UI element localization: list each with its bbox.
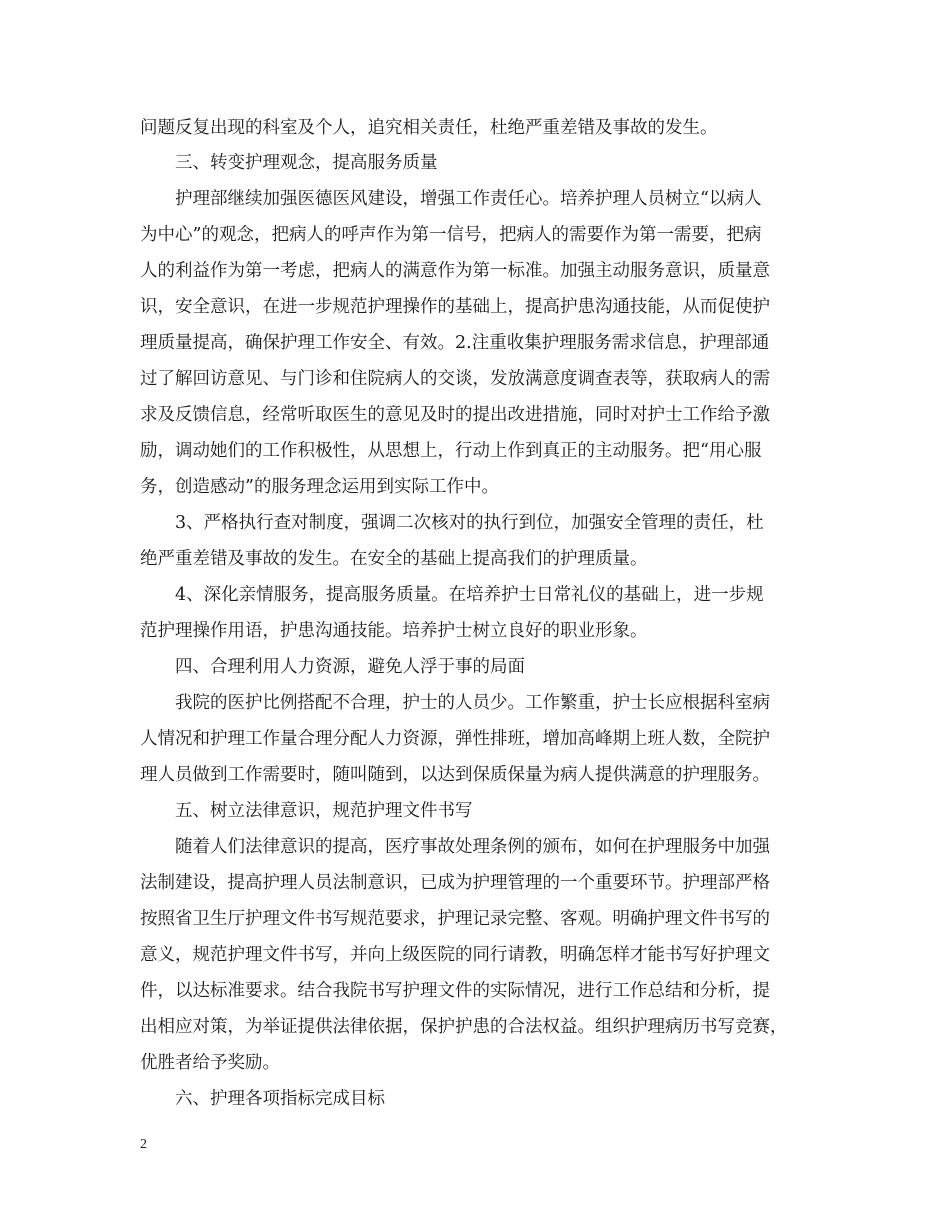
text-line: 范护理操作用语，护患沟通技能。培养护士树立良好的职业形象。 <box>140 621 648 641</box>
text-line: 励，调动她们的工作积极性，从思想上，行动上作到真正的主动服务。把“用心服 <box>140 441 762 461</box>
section-heading: 六、护理各项指标完成目标 <box>175 1089 385 1109</box>
text-line: 务，创造感动”的服务理念运用到实际工作中。 <box>140 477 499 497</box>
text-line: 法制建设，提高护理人员法制意识，已成为护理管理的一个重要环节。护理部严格 <box>140 873 770 893</box>
text-line: 绝严重差错及事故的发生。在安全的基础上提高我们的护理质量。 <box>140 549 648 569</box>
text-line: 3、严格执行查对制度，强调二次核对的执行到位，加强安全管理的责任，杜 <box>175 513 764 533</box>
page-number: 2 <box>140 1137 147 1152</box>
text-line: 人的利益作为第一考虑，把病人的满意作为第一标准。加强主动服务意识，质量意 <box>140 261 770 281</box>
text-line: 我院的医护比例搭配不合理，护士的人员少。工作繁重，护士长应根据科室病 <box>175 693 770 713</box>
text-line: 为中心”的观念，把病人的呼声作为第一信号，把病人的需要作为第一需要，把病 <box>140 225 762 245</box>
text-line: 意义，规范护理文件书写，并向上级医院的同行请教，明确怎样才能书写好护理文 <box>140 945 770 965</box>
section-heading: 三、转变护理观念，提高服务质量 <box>175 153 438 173</box>
text-line: 4、深化亲情服务，提高服务质量。在培养护士日常礼仪的基础上，进一步规 <box>175 585 764 605</box>
text-line: 优胜者给予奖励。 <box>140 1053 280 1073</box>
text-line: 理质量提高，确保护理工作安全、有效。2.注重收集护理服务需求信息，护理部通 <box>140 333 770 353</box>
text-line: 问题反复出现的科室及个人，追究相关责任，杜绝严重差错及事故的发生。 <box>140 118 718 138</box>
text-line: 护理部继续加强医德医风建设，增强工作责任心。培养护理人员树立“以病人 <box>175 189 762 209</box>
text-line: 按照省卫生厅护理文件书写规范要求，护理记录完整、客观。明确护理文件书写的 <box>140 909 770 929</box>
section-heading: 四、合理利用人力资源，避免人浮于事的局面 <box>175 657 525 677</box>
text-line: 件，以达标准要求。结合我院书写护理文件的实际情况，进行工作总结和分析，提 <box>140 981 770 1001</box>
text-line: 过了解回访意见、与门诊和住院病人的交谈，发放满意度调查表等，获取病人的需 <box>140 369 770 389</box>
text-line: 随着人们法律意识的提高，医疗事故处理条例的颁布，如何在护理服务中加强 <box>175 837 770 857</box>
text-line: 理人员做到工作需要时，随叫随到，以达到保质保量为病人提供满意的护理服务。 <box>140 765 770 785</box>
text-line: 人情况和护理工作量合理分配人力资源，弹性排班，增加高峰期上班人数，全院护 <box>140 729 770 749</box>
section-heading: 五、树立法律意识，规范护理文件书写 <box>175 801 473 821</box>
text-line: 求及反馈信息，经常听取医生的意见及时的提出改进措施，同时对护士工作给予激 <box>140 405 770 425</box>
text-line: 识，安全意识，在进一步规范护理操作的基础上，提高护患沟通技能，从而促使护 <box>140 297 770 317</box>
text-line: 出相应对策，为举证提供法律依据，保护护患的合法权益。组织护理病历书写竞赛， <box>140 1017 788 1037</box>
